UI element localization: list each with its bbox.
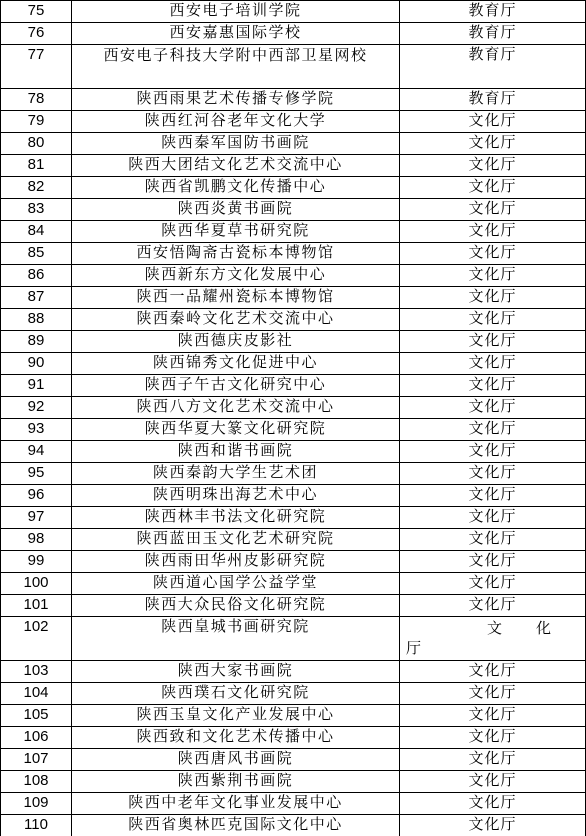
supervising-department-cell: 教育厅 bbox=[400, 45, 586, 89]
row-number-cell: 101 bbox=[1, 595, 72, 617]
row-number-cell: 85 bbox=[1, 243, 72, 265]
organization-name-cell: 陕西红河谷老年文化大学 bbox=[72, 111, 400, 133]
table-row bbox=[1, 177, 586, 199]
organization-name-cell: 陕西璞石文化研究院 bbox=[72, 683, 400, 705]
supervising-department-cell: 文化厅 bbox=[400, 221, 586, 243]
table-row bbox=[1, 375, 586, 397]
table-row bbox=[1, 485, 586, 507]
supervising-department-cell: 文化厅 bbox=[400, 111, 586, 133]
organization-name-cell: 陕西蓝田玉文化艺术研究院 bbox=[72, 529, 400, 551]
table-row bbox=[1, 133, 586, 155]
organization-name-cell: 陕西秦军国防书画院 bbox=[72, 133, 400, 155]
supervising-department-cell: 文化厅 bbox=[400, 287, 586, 309]
row-number-cell: 97 bbox=[1, 507, 72, 529]
supervising-department-cell: 教育厅 bbox=[400, 1, 586, 23]
supervising-department-cell: 文化厅 bbox=[400, 683, 586, 705]
row-number-cell: 88 bbox=[1, 309, 72, 331]
table-row bbox=[1, 617, 586, 661]
registry-table-body bbox=[1, 1, 586, 836]
organization-name-cell: 西安电子科技大学附中西部卫星网校 bbox=[72, 45, 400, 89]
organization-name-cell: 陕西道心国学公益学堂 bbox=[72, 573, 400, 595]
organization-name-cell: 陕西八方文化艺术交流中心 bbox=[72, 397, 400, 419]
table-row bbox=[1, 23, 586, 45]
organization-name-cell: 陕西皇城书画研究院 bbox=[72, 617, 400, 661]
supervising-department-cell: 文化厅 bbox=[400, 595, 586, 617]
organization-name-cell: 陕西玉皇文化产业发展中心 bbox=[72, 705, 400, 727]
supervising-department-cell: 文化厅 bbox=[400, 265, 586, 287]
organization-name-cell: 陕西大家书画院 bbox=[72, 661, 400, 683]
organization-name-cell: 陕西子午古文化研究中心 bbox=[72, 375, 400, 397]
organization-name-cell: 陕西中老年文化事业发展中心 bbox=[72, 793, 400, 815]
table-row bbox=[1, 529, 586, 551]
table-row bbox=[1, 353, 586, 375]
organization-name-cell: 陕西林丰书法文化研究院 bbox=[72, 507, 400, 529]
supervising-department-cell: 文化厅 bbox=[400, 529, 586, 551]
supervising-department-cell: 文化厅 bbox=[400, 331, 586, 353]
organization-name-cell: 陕西致和文化艺术传播中心 bbox=[72, 727, 400, 749]
table-row bbox=[1, 463, 586, 485]
table-row bbox=[1, 155, 586, 177]
table-row bbox=[1, 573, 586, 595]
row-number-cell: 84 bbox=[1, 221, 72, 243]
supervising-department-cell: 文化厅 bbox=[400, 353, 586, 375]
organization-name-cell: 陕西秦岭文化艺术交流中心 bbox=[72, 309, 400, 331]
row-number-cell: 106 bbox=[1, 727, 72, 749]
table-row bbox=[1, 815, 586, 836]
supervising-department-cell: 文化厅 bbox=[400, 397, 586, 419]
table-row bbox=[1, 199, 586, 221]
supervising-department-cell: 文化厅 bbox=[400, 309, 586, 331]
supervising-department-cell: 文化厅 bbox=[400, 705, 586, 727]
table-row bbox=[1, 683, 586, 705]
organization-name-cell: 陕西省奥林匹克国际文化中心 bbox=[72, 815, 400, 836]
table-row bbox=[1, 309, 586, 331]
supervising-department-cell: 文化厅 bbox=[400, 507, 586, 529]
row-number-cell: 100 bbox=[1, 573, 72, 595]
supervising-department-cell: 文化厅 bbox=[400, 243, 586, 265]
organization-name-cell: 陕西秦韵大学生艺术团 bbox=[72, 463, 400, 485]
supervising-department-cell: 文化厅 bbox=[400, 419, 586, 441]
supervising-department-cell: 文化厅 bbox=[400, 155, 586, 177]
supervising-department-cell bbox=[400, 617, 586, 661]
supervising-department-cell: 文化厅 bbox=[400, 727, 586, 749]
table-row bbox=[1, 771, 586, 793]
organization-name-cell: 西安悟陶斋古瓷标本博物馆 bbox=[72, 243, 400, 265]
row-number-cell: 80 bbox=[1, 133, 72, 155]
table-row bbox=[1, 221, 586, 243]
supervising-department-cell: 文化厅 bbox=[400, 485, 586, 507]
supervising-department-cell: 文化厅 bbox=[400, 177, 586, 199]
table-row bbox=[1, 595, 586, 617]
row-number-cell: 98 bbox=[1, 529, 72, 551]
supervising-department-cell: 文化厅 bbox=[400, 199, 586, 221]
row-number-cell: 96 bbox=[1, 485, 72, 507]
row-number-cell: 92 bbox=[1, 397, 72, 419]
table-row bbox=[1, 89, 586, 111]
supervising-department-cell: 教育厅 bbox=[400, 23, 586, 45]
row-number-cell: 91 bbox=[1, 375, 72, 397]
table-row bbox=[1, 793, 586, 815]
supervising-department-cell: 文化厅 bbox=[400, 793, 586, 815]
organization-name-cell: 陕西明珠出海艺术中心 bbox=[72, 485, 400, 507]
row-number-cell: 94 bbox=[1, 441, 72, 463]
row-number-cell: 87 bbox=[1, 287, 72, 309]
row-number-cell: 83 bbox=[1, 199, 72, 221]
row-number-cell: 102 bbox=[1, 617, 72, 661]
row-number-cell: 108 bbox=[1, 771, 72, 793]
row-number-cell: 107 bbox=[1, 749, 72, 771]
row-number-cell: 82 bbox=[1, 177, 72, 199]
supervising-department-cell: 文化厅 bbox=[400, 573, 586, 595]
supervising-department-cell: 教育厅 bbox=[400, 89, 586, 111]
table-row bbox=[1, 1, 586, 23]
department-text-line-2: 厅 bbox=[406, 639, 423, 657]
organization-name-cell: 陕西紫荆书画院 bbox=[72, 771, 400, 793]
table-row bbox=[1, 661, 586, 683]
row-number-cell: 86 bbox=[1, 265, 72, 287]
row-number-cell: 81 bbox=[1, 155, 72, 177]
supervising-department-cell: 文化厅 bbox=[400, 815, 586, 836]
row-number-cell: 93 bbox=[1, 419, 72, 441]
table-row bbox=[1, 287, 586, 309]
organization-name-cell: 陕西新东方文化发展中心 bbox=[72, 265, 400, 287]
row-number-cell: 110 bbox=[1, 815, 72, 836]
row-number-cell: 76 bbox=[1, 23, 72, 45]
supervising-department-cell: 文化厅 bbox=[400, 551, 586, 573]
table-row bbox=[1, 551, 586, 573]
department-text-line-1: 文化 bbox=[486, 619, 585, 637]
table-row bbox=[1, 397, 586, 419]
organization-name-cell: 西安嘉惠国际学校 bbox=[72, 23, 400, 45]
table-row bbox=[1, 419, 586, 441]
row-number-cell: 103 bbox=[1, 661, 72, 683]
row-number-cell: 104 bbox=[1, 683, 72, 705]
supervising-department-cell: 文化厅 bbox=[400, 661, 586, 683]
row-number-cell: 99 bbox=[1, 551, 72, 573]
supervising-department-cell: 文化厅 bbox=[400, 463, 586, 485]
organization-name-cell: 陕西华夏草书研究院 bbox=[72, 221, 400, 243]
organization-name-cell: 陕西雨果艺术传播专修学院 bbox=[72, 89, 400, 111]
supervising-department-cell: 文化厅 bbox=[400, 749, 586, 771]
row-number-cell: 75 bbox=[1, 1, 72, 23]
table-row bbox=[1, 331, 586, 353]
supervising-department-cell: 文化厅 bbox=[400, 375, 586, 397]
organization-name-cell: 陕西唐风书画院 bbox=[72, 749, 400, 771]
row-number-cell: 109 bbox=[1, 793, 72, 815]
table-row bbox=[1, 45, 586, 89]
organization-name-cell: 陕西和谐书画院 bbox=[72, 441, 400, 463]
supervising-department-cell: 文化厅 bbox=[400, 441, 586, 463]
table-row bbox=[1, 243, 586, 265]
organization-name-cell: 陕西大众民俗文化研究院 bbox=[72, 595, 400, 617]
organization-name-cell: 陕西省凯鹏文化传播中心 bbox=[72, 177, 400, 199]
table-row bbox=[1, 727, 586, 749]
table-row bbox=[1, 111, 586, 133]
organization-name-cell: 西安电子培训学院 bbox=[72, 1, 400, 23]
table-row bbox=[1, 705, 586, 727]
table-row bbox=[1, 507, 586, 529]
supervising-department-cell: 文化厅 bbox=[400, 771, 586, 793]
organization-name-cell: 陕西炎黄书画院 bbox=[72, 199, 400, 221]
row-number-cell: 78 bbox=[1, 89, 72, 111]
organization-name-cell: 陕西一品耀州瓷标本博物馆 bbox=[72, 287, 400, 309]
supervising-department-cell: 文化厅 bbox=[400, 133, 586, 155]
organization-name-cell: 陕西大团结文化艺术交流中心 bbox=[72, 155, 400, 177]
row-number-cell: 95 bbox=[1, 463, 72, 485]
table-row bbox=[1, 749, 586, 771]
organization-name-cell: 陕西德庆皮影社 bbox=[72, 331, 400, 353]
table-row bbox=[1, 265, 586, 287]
row-number-cell: 105 bbox=[1, 705, 72, 727]
organization-name-cell: 陕西华夏大篆文化研究院 bbox=[72, 419, 400, 441]
row-number-cell: 79 bbox=[1, 111, 72, 133]
row-number-cell: 89 bbox=[1, 331, 72, 353]
table-row bbox=[1, 441, 586, 463]
organization-name-cell: 陕西雨田华州皮影研究院 bbox=[72, 551, 400, 573]
row-number-cell: 77 bbox=[1, 45, 72, 89]
organization-name-cell: 陕西锦秀文化促进中心 bbox=[72, 353, 400, 375]
row-number-cell: 90 bbox=[1, 353, 72, 375]
